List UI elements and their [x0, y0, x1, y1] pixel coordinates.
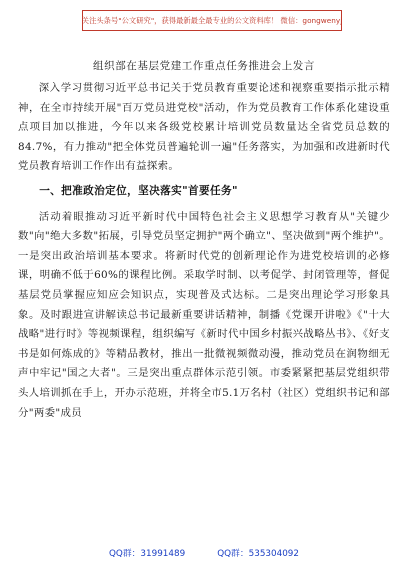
- footer-qq-group-2: QQ群：535304092: [217, 549, 300, 559]
- document-body: [18, 79, 390, 423]
- promo-banner: [82, 10, 342, 31]
- promo-banner-text: 关注头条号"公文研究"，获得最新最全最专业的公文资料库！ 微信：gongwenyj: [81, 15, 343, 25]
- footer-qq-group-1: QQ群：31991489: [108, 549, 186, 559]
- section-heading: 一、把准政治定位，坚决落实"首要任务": [39, 184, 238, 197]
- paragraph-section-1: 活动着眼推动习近平新时代中国特色社会主义思想学习教育从"关键少数"向"绝大多数"拓展，引导党员坚定拥护"两个确立"、坚决做到"两个维护"。一是突出政治培训基本要求。将新时代党的创新理论作为进党校培训的必修课，明确不低于60%的课程比例。采取学时制、以考促学、封闭管理等，督促基层党员掌握应知应会知识点，实现普及式达标。二是突出理论学习形象具象。及时跟进宣讲解读总书记最新重要讲话精神，制播《党课开讲啦》《"十大战略"进行时》等视频课程，组织编写《新时代中国乡村振兴战略丛书》、《好支书是如何炼成的》等精品教材，推出一批微视频微动漫，推动党员在润物细无声中牢记"国之大者"。三是突出重点群体示范引领。市委紧紧把基层党组织带头人培训抓在手上，开办示范班，并将全市5.1万名村（社区）党组织书记和部分"两委"成员: [18, 210, 391, 419]
- paragraph-intro: 深入学习贯彻习近平总书记关于党员教育重要论述和视察重要指示批示精神，在全市持续开展"百万党员进党校"活动，作为党员教育工作体系化建设重点项目加以推进，今年以来各级党校累计培训党员数量达全省党员总数的84.7%，有力推动"把全体党员普遍轮训一遍"任务落实，为加强和改进新时代党员教育培训工作作出有益探索。: [18, 82, 390, 173]
- document-title: 组织部在基层党建工作重点任务推进会上发言: [93, 60, 315, 72]
- footer-contacts: [0, 546, 408, 559]
